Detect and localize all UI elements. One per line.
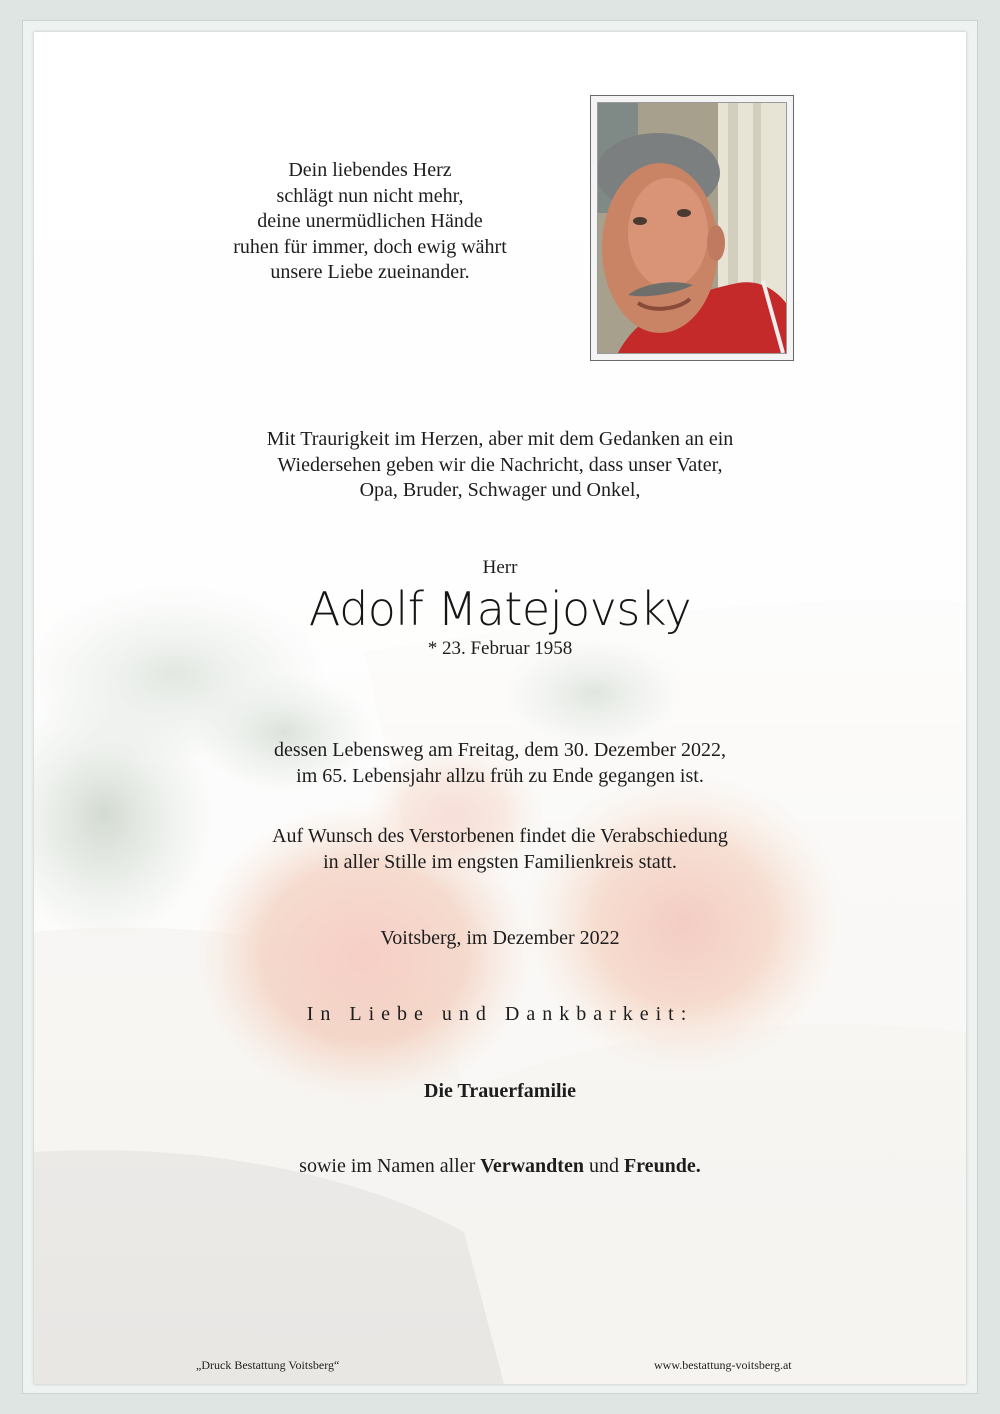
wish-line: Auf Wunsch des Verstorbenen findet die Verabschiedung — [272, 825, 728, 847]
farewell-notice — [134, 824, 866, 875]
portrait-photo — [597, 102, 787, 354]
intro-line: Wiedersehen geben wir die Nachricht, dass unser Vater, — [277, 453, 723, 476]
announcement-intro — [144, 427, 856, 504]
relatives-word: Verwandten — [480, 1155, 584, 1177]
poem-line: unsere Liebe zueinander. — [270, 261, 470, 283]
death-line: im 65. Lebensjahr allzu früh zu Ende gegangen ist. — [296, 764, 704, 787]
birth-date: * 23. Februar 1958 — [427, 638, 573, 659]
relatives-line — [34, 1154, 966, 1180]
death-line: dessen Lebensweg am Freitag, dem 30. Dezember 2022, — [273, 739, 727, 761]
salutation: Herr — [482, 557, 518, 578]
place-and-date: Voitsberg, im Dezember 2022 — [380, 927, 620, 949]
website-link[interactable]: www.bestattung-voitsberg.at — [654, 1358, 792, 1372]
friends-word: Freunde. — [623, 1155, 701, 1177]
intro-line: Mit Traurigkeit im Herzen, aber mit dem Gedanken an ein — [266, 428, 734, 450]
poem-line: deine unermüdlichen Hände — [257, 210, 483, 232]
printer-credit: „Druck Bestattung Voitsberg“ — [196, 1358, 340, 1372]
intro-line: Opa, Bruder, Schwager und Onkel, — [359, 479, 641, 501]
poem — [164, 158, 576, 286]
poem-line: Dein liebendes Herz — [288, 159, 452, 181]
portrait-frame — [590, 95, 794, 361]
thanks-line: In Liebe und Dankbarkeit: — [306, 1003, 694, 1025]
grieving-family: Die Trauerfamilie — [424, 1080, 576, 1102]
obituary-card — [34, 32, 966, 1384]
deceased-name: Adolf Matejovsky — [308, 582, 692, 636]
portrait-illustration — [598, 103, 786, 353]
relatives-prefix: sowie im Namen aller — [299, 1155, 476, 1177]
poem-line: ruhen für immer, doch ewig währt — [233, 235, 507, 258]
relatives-conjunction: und — [588, 1155, 619, 1177]
wish-line: in aller Stille im engsten Familienkreis statt. — [323, 850, 677, 873]
death-notice — [134, 738, 866, 789]
poem-line: schlägt nun nicht mehr, — [276, 184, 464, 207]
